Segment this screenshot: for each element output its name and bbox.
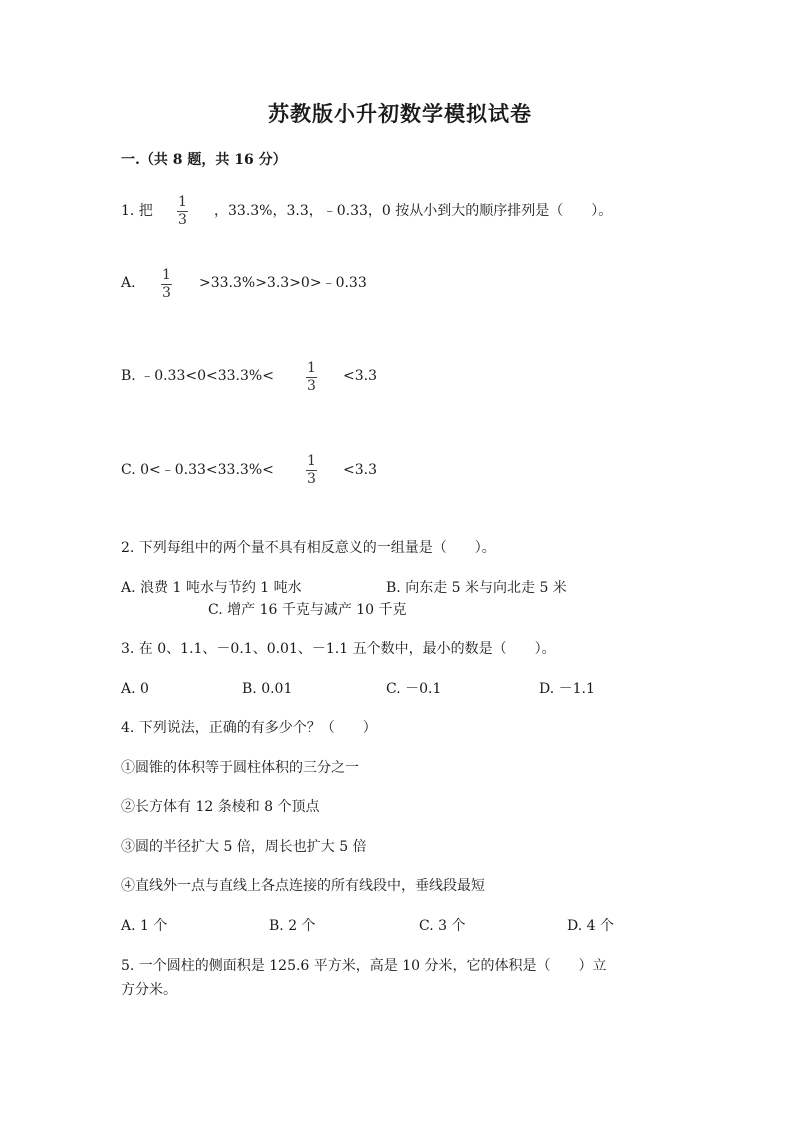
q3-option-b: B. 0.01 [242,681,293,697]
q1-option-c-text: C. 0<﹣0.33<33.3%< [121,462,274,478]
q3-stem: 3. 在 0、1.1、－0.1、0.01、－1.1 五个数中，最小的数是（ ）。 [121,641,556,657]
q1-option-a-fraction [161,268,172,301]
q4-statement-3: ③圆的半径扩大 5 倍，周长也扩大 5 倍 [121,839,367,855]
q3-option-a: A. 0 [121,681,149,697]
q4-statement-2: ②长方体有 12 条棱和 8 个顶点 [121,799,320,815]
fraction-denominator: 3 [178,212,187,228]
q1-option-c-tail: <3.3 [343,462,377,478]
page-title: 苏教版小升初数学模拟试卷 [268,101,532,126]
q5-stem-line-2: 方分米。 [121,982,177,998]
q4-statement-1: ①圆锥的体积等于圆柱体积的三分之一 [121,760,359,776]
q2-option-b: B. 向东走 5 米与向北走 5 米 [386,580,567,596]
q1-option-b-tail: <3.3 [343,368,377,384]
fraction-numerator: 1 [162,267,171,283]
q4-option-b: B. 2 个 [269,918,316,934]
q4-option-a: A. 1 个 [121,918,168,934]
fraction-denominator: 3 [307,471,316,487]
q1-fraction [177,195,188,228]
fraction-denominator: 3 [162,285,171,301]
q1-suffix: ，33.3%，3.3，﹣0.33，0 按从小到大的顺序排列是（ ）。 [214,203,613,219]
q1-option-a-label: A. [121,275,136,291]
q1-prefix: 1. 把 [121,203,153,219]
q2-option-a: A. 浪费 1 吨水与节约 1 吨水 [121,580,302,596]
q1-option-b-text: B. ﹣0.33<0<33.3%< [121,368,274,384]
q4-option-c: C. 3 个 [419,918,466,934]
q1-option-b-fraction [306,361,317,394]
fraction-numerator: 1 [178,194,187,210]
section-header: 一.（共 8 题，共 16 分） [121,152,287,168]
q1-option-c-fraction [306,454,317,487]
q4-statement-4: ④直线外一点与直线上各点连接的所有线段中，垂线段最短 [121,878,485,894]
q3-option-d: D. －1.1 [539,681,595,697]
q4-option-d: D. 4 个 [567,918,614,934]
q2-option-c: C. 增产 16 千克与减产 10 千克 [208,602,407,618]
fraction-denominator: 3 [307,378,316,394]
q3-option-c: C. －0.1 [386,681,442,697]
fraction-numerator: 1 [307,453,316,469]
q4-stem: 4. 下列说法，正确的有多少个？（ ） [121,720,377,736]
fraction-numerator: 1 [307,360,316,376]
q5-stem-line-1: 5. 一个圆柱的侧面积是 125.6 平方米，高是 10 分米，它的体积是（ ）立 [121,958,607,974]
q1-option-a-text: >33.3%>3.3>0>﹣0.33 [199,275,367,291]
q2-stem: 2. 下列每组中的两个量不具有相反意义的一组量是（ ）。 [121,540,496,556]
